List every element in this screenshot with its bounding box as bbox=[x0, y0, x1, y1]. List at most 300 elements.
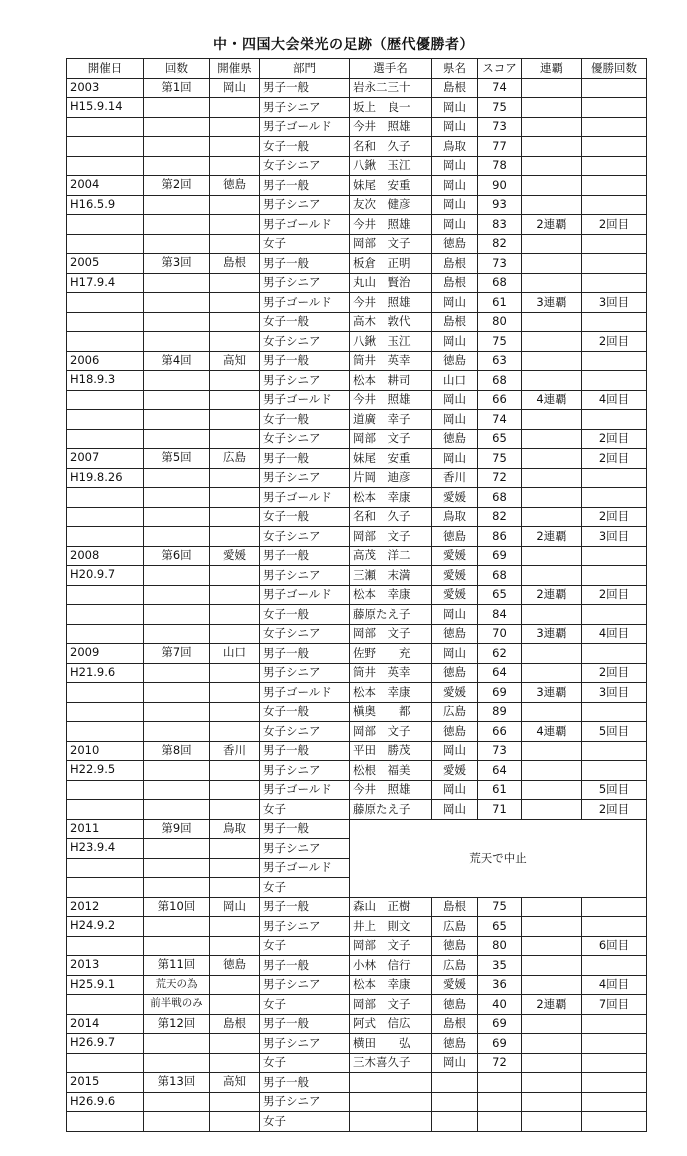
event-date-cell: H18.9.3 bbox=[67, 371, 144, 391]
round-cell: 第1回 bbox=[144, 78, 210, 98]
event-date-cell bbox=[67, 410, 144, 430]
round-cell bbox=[144, 1092, 210, 1112]
table-row bbox=[67, 585, 647, 605]
player-name-cell: 丸山 賢治 bbox=[350, 273, 432, 293]
round-cell: 第13回 bbox=[144, 1073, 210, 1093]
wins-count-cell bbox=[582, 605, 647, 625]
streak-cell bbox=[522, 156, 582, 176]
division-cell: 女子一般 bbox=[260, 312, 350, 332]
wins-count-cell bbox=[582, 273, 647, 293]
wins-count-cell bbox=[582, 351, 647, 371]
wins-count-cell: 2回目 bbox=[582, 215, 647, 235]
round-cell bbox=[144, 585, 210, 605]
wins-count-cell bbox=[582, 897, 647, 917]
event-date-cell bbox=[67, 605, 144, 625]
score-cell: 90 bbox=[478, 176, 522, 196]
round-cell bbox=[144, 332, 210, 352]
player-pref-cell: 山口 bbox=[432, 371, 478, 391]
table-row bbox=[67, 663, 647, 683]
table-row bbox=[67, 683, 647, 703]
player-name-cell: 阿式 信広 bbox=[350, 1014, 432, 1034]
player-pref-cell: 岡山 bbox=[432, 293, 478, 313]
streak-cell bbox=[522, 195, 582, 215]
round-cell: 第10回 bbox=[144, 897, 210, 917]
score-cell: 75 bbox=[478, 98, 522, 118]
score-cell: 68 bbox=[478, 488, 522, 508]
division-cell: 男子シニア bbox=[260, 566, 350, 586]
player-name-cell: 松本 幸康 bbox=[350, 683, 432, 703]
score-cell: 80 bbox=[478, 936, 522, 956]
player-pref-cell: 島根 bbox=[432, 78, 478, 98]
event-date-cell: H15.9.14 bbox=[67, 98, 144, 118]
score-cell: 77 bbox=[478, 137, 522, 157]
wins-count-cell: 3回目 bbox=[582, 683, 647, 703]
score-cell: 82 bbox=[478, 234, 522, 254]
streak-cell bbox=[522, 176, 582, 196]
streak-cell bbox=[522, 566, 582, 586]
streak-cell bbox=[522, 429, 582, 449]
player-name-cell: 松本 幸康 bbox=[350, 585, 432, 605]
round-cell bbox=[144, 858, 210, 878]
player-pref-cell: 岡山 bbox=[432, 176, 478, 196]
host-pref-cell bbox=[210, 468, 260, 488]
score-cell: 65 bbox=[478, 429, 522, 449]
event-date-cell bbox=[67, 995, 144, 1015]
wins-count-cell: 3回目 bbox=[582, 293, 647, 313]
score-cell: 68 bbox=[478, 566, 522, 586]
event-date-cell bbox=[67, 780, 144, 800]
player-pref-cell: 鳥取 bbox=[432, 507, 478, 527]
round-cell bbox=[144, 98, 210, 118]
round-cell bbox=[144, 702, 210, 722]
player-pref-cell bbox=[432, 1112, 478, 1132]
division-cell: 男子一般 bbox=[260, 741, 350, 761]
host-pref-cell bbox=[210, 1053, 260, 1073]
streak-cell bbox=[522, 546, 582, 566]
player-pref-cell: 愛媛 bbox=[432, 488, 478, 508]
table-row bbox=[67, 741, 647, 761]
player-name-cell: 筒井 英幸 bbox=[350, 351, 432, 371]
table-row bbox=[67, 819, 647, 839]
division-cell: 男子一般 bbox=[260, 78, 350, 98]
wins-count-cell: 2回目 bbox=[582, 332, 647, 352]
division-cell: 男子一般 bbox=[260, 897, 350, 917]
event-date-cell bbox=[67, 312, 144, 332]
round-cell: 第2回 bbox=[144, 176, 210, 196]
player-pref-cell: 島根 bbox=[432, 254, 478, 274]
round-cell: 第3回 bbox=[144, 254, 210, 274]
event-date-cell bbox=[67, 293, 144, 313]
player-pref-cell: 徳島 bbox=[432, 722, 478, 742]
streak-cell bbox=[522, 917, 582, 937]
table-row bbox=[67, 1014, 647, 1034]
streak-cell bbox=[522, 663, 582, 683]
round-cell bbox=[144, 761, 210, 781]
host-pref-cell: 山口 bbox=[210, 644, 260, 664]
round-cell bbox=[144, 800, 210, 820]
streak-cell bbox=[522, 507, 582, 527]
event-date-cell: 2014 bbox=[67, 1014, 144, 1034]
score-cell: 68 bbox=[478, 371, 522, 391]
player-pref-cell: 徳島 bbox=[432, 936, 478, 956]
table-row bbox=[67, 702, 647, 722]
player-pref-cell: 愛媛 bbox=[432, 683, 478, 703]
division-cell: 女子シニア bbox=[260, 527, 350, 547]
host-pref-cell: 鳥取 bbox=[210, 819, 260, 839]
streak-cell bbox=[522, 605, 582, 625]
wins-count-cell bbox=[582, 78, 647, 98]
streak-cell bbox=[522, 371, 582, 391]
score-cell: 69 bbox=[478, 683, 522, 703]
table-row bbox=[67, 624, 647, 644]
score-cell: 72 bbox=[478, 468, 522, 488]
player-name-cell: 藤原たえ子 bbox=[350, 605, 432, 625]
streak-cell: 2連覇 bbox=[522, 527, 582, 547]
event-date-cell bbox=[67, 624, 144, 644]
table-row bbox=[67, 722, 647, 742]
player-pref-cell: 徳島 bbox=[432, 234, 478, 254]
table-row bbox=[67, 566, 647, 586]
player-name-cell: 妹尾 安重 bbox=[350, 176, 432, 196]
table-row bbox=[67, 117, 647, 137]
streak-cell bbox=[522, 468, 582, 488]
table-row bbox=[67, 215, 647, 235]
event-date-cell: 2010 bbox=[67, 741, 144, 761]
division-cell: 女子 bbox=[260, 234, 350, 254]
player-pref-cell: 岡山 bbox=[432, 741, 478, 761]
player-name-cell: 三瀬 末満 bbox=[350, 566, 432, 586]
division-cell: 男子シニア bbox=[260, 761, 350, 781]
round-cell bbox=[144, 410, 210, 430]
event-date-cell: 2013 bbox=[67, 956, 144, 976]
score-cell: 40 bbox=[478, 995, 522, 1015]
player-pref-cell: 島根 bbox=[432, 1014, 478, 1034]
player-pref-cell: 岡山 bbox=[432, 644, 478, 664]
division-cell: 男子一般 bbox=[260, 1014, 350, 1034]
host-pref-cell bbox=[210, 371, 260, 391]
event-date-cell: H25.9.1 bbox=[67, 975, 144, 995]
header-date: 開催日 bbox=[67, 59, 144, 79]
host-pref-cell bbox=[210, 527, 260, 547]
event-date-cell bbox=[67, 936, 144, 956]
wins-count-cell bbox=[582, 546, 647, 566]
streak-cell bbox=[522, 1034, 582, 1054]
round-cell: 第4回 bbox=[144, 351, 210, 371]
division-cell: 男子シニア bbox=[260, 917, 350, 937]
player-pref-cell: 愛媛 bbox=[432, 975, 478, 995]
score-cell: 74 bbox=[478, 78, 522, 98]
host-pref-cell bbox=[210, 936, 260, 956]
division-cell: 男子シニア bbox=[260, 371, 350, 391]
player-name-cell bbox=[350, 1073, 432, 1093]
division-cell: 女子シニア bbox=[260, 332, 350, 352]
score-cell: 61 bbox=[478, 293, 522, 313]
host-pref-cell bbox=[210, 293, 260, 313]
header-score: スコア bbox=[478, 59, 522, 79]
event-date-cell: 2005 bbox=[67, 254, 144, 274]
player-pref-cell: 島根 bbox=[432, 273, 478, 293]
event-date-cell: 2006 bbox=[67, 351, 144, 371]
streak-cell bbox=[522, 312, 582, 332]
wins-count-cell bbox=[582, 566, 647, 586]
event-date-cell bbox=[67, 507, 144, 527]
round-cell: 第7回 bbox=[144, 644, 210, 664]
host-pref-cell bbox=[210, 975, 260, 995]
round-cell bbox=[144, 312, 210, 332]
score-cell: 75 bbox=[478, 332, 522, 352]
round-cell bbox=[144, 468, 210, 488]
streak-cell bbox=[522, 410, 582, 430]
player-name-cell: 岩永二三十 bbox=[350, 78, 432, 98]
round-cell: 第12回 bbox=[144, 1014, 210, 1034]
score-cell: 69 bbox=[478, 1034, 522, 1054]
host-pref-cell bbox=[210, 507, 260, 527]
player-name-cell bbox=[350, 1092, 432, 1112]
event-date-cell bbox=[67, 215, 144, 235]
event-date-cell: H20.9.7 bbox=[67, 566, 144, 586]
player-name-cell: 名和 久子 bbox=[350, 507, 432, 527]
round-cell: 第6回 bbox=[144, 546, 210, 566]
wins-count-cell bbox=[582, 254, 647, 274]
score-cell: 72 bbox=[478, 1053, 522, 1073]
player-name-cell: 岡部 文子 bbox=[350, 527, 432, 547]
host-pref-cell: 岡山 bbox=[210, 897, 260, 917]
player-pref-cell: 岡山 bbox=[432, 98, 478, 118]
header-streak: 連覇 bbox=[522, 59, 582, 79]
streak-cell bbox=[522, 702, 582, 722]
player-name-cell: 板倉 正明 bbox=[350, 254, 432, 274]
event-date-cell: 2007 bbox=[67, 449, 144, 469]
player-name-cell: 八鍬 玉江 bbox=[350, 332, 432, 352]
score-cell: 66 bbox=[478, 722, 522, 742]
player-pref-cell: 岡山 bbox=[432, 390, 478, 410]
score-cell: 69 bbox=[478, 546, 522, 566]
player-name-cell: 井上 則文 bbox=[350, 917, 432, 937]
wins-count-cell bbox=[582, 702, 647, 722]
table-row bbox=[67, 800, 647, 820]
division-cell: 男子ゴールド bbox=[260, 117, 350, 137]
table-row bbox=[67, 936, 647, 956]
round-cell bbox=[144, 624, 210, 644]
wins-count-cell bbox=[582, 1053, 647, 1073]
host-pref-cell bbox=[210, 683, 260, 703]
table-row bbox=[67, 956, 647, 976]
wins-count-cell bbox=[582, 761, 647, 781]
player-name-cell: 松本 幸康 bbox=[350, 975, 432, 995]
streak-cell bbox=[522, 936, 582, 956]
event-date-cell: 2008 bbox=[67, 546, 144, 566]
division-cell: 女子 bbox=[260, 995, 350, 1015]
event-date-cell bbox=[67, 390, 144, 410]
player-name-cell: 岡部 文子 bbox=[350, 936, 432, 956]
event-date-cell: H19.8.26 bbox=[67, 468, 144, 488]
player-pref-cell: 岡山 bbox=[432, 780, 478, 800]
player-name-cell: 高茂 洋二 bbox=[350, 546, 432, 566]
wins-count-cell bbox=[582, 488, 647, 508]
player-pref-cell: 徳島 bbox=[432, 1034, 478, 1054]
host-pref-cell: 徳島 bbox=[210, 176, 260, 196]
score-cell: 75 bbox=[478, 449, 522, 469]
division-cell: 男子シニア bbox=[260, 975, 350, 995]
round-cell bbox=[144, 390, 210, 410]
round-cell bbox=[144, 117, 210, 137]
score-cell: 70 bbox=[478, 624, 522, 644]
streak-cell: 2連覇 bbox=[522, 995, 582, 1015]
streak-cell bbox=[522, 741, 582, 761]
score-cell: 93 bbox=[478, 195, 522, 215]
wins-count-cell bbox=[582, 1014, 647, 1034]
event-date-cell bbox=[67, 117, 144, 137]
event-date-cell bbox=[67, 878, 144, 898]
player-pref-cell bbox=[432, 1092, 478, 1112]
table-body bbox=[67, 78, 647, 1131]
table-row bbox=[67, 371, 647, 391]
wins-count-cell: 2回目 bbox=[582, 585, 647, 605]
division-cell: 男子一般 bbox=[260, 644, 350, 664]
winners-table bbox=[66, 58, 647, 1132]
player-name-cell: 友次 健彦 bbox=[350, 195, 432, 215]
player-name-cell bbox=[350, 1112, 432, 1132]
event-date-cell bbox=[67, 683, 144, 703]
streak-cell bbox=[522, 1073, 582, 1093]
player-pref-cell: 徳島 bbox=[432, 351, 478, 371]
player-name-cell: 名和 久子 bbox=[350, 137, 432, 157]
table-row bbox=[67, 351, 647, 371]
round-note: 前半戦のみ bbox=[144, 995, 210, 1015]
table-row bbox=[67, 390, 647, 410]
round-cell bbox=[144, 605, 210, 625]
player-pref-cell: 徳島 bbox=[432, 995, 478, 1015]
round-cell bbox=[144, 293, 210, 313]
division-cell: 男子シニア bbox=[260, 1034, 350, 1054]
table-row bbox=[67, 312, 647, 332]
table-row bbox=[67, 332, 647, 352]
host-pref-cell bbox=[210, 1112, 260, 1132]
score-cell: 75 bbox=[478, 897, 522, 917]
round-cell bbox=[144, 195, 210, 215]
score-cell: 66 bbox=[478, 390, 522, 410]
player-pref-cell: 愛媛 bbox=[432, 566, 478, 586]
round-cell: 第11回 bbox=[144, 956, 210, 976]
division-cell: 男子一般 bbox=[260, 1073, 350, 1093]
wins-count-cell bbox=[582, 644, 647, 664]
streak-cell bbox=[522, 761, 582, 781]
table-row bbox=[67, 98, 647, 118]
event-date-cell bbox=[67, 702, 144, 722]
division-cell: 男子一般 bbox=[260, 449, 350, 469]
player-name-cell: 佐野 充 bbox=[350, 644, 432, 664]
host-pref-cell bbox=[210, 839, 260, 859]
host-pref-cell bbox=[210, 1034, 260, 1054]
cancelled-note: 荒天で中止 bbox=[350, 819, 647, 897]
wins-count-cell bbox=[582, 1112, 647, 1132]
division-cell: 男子一般 bbox=[260, 254, 350, 274]
division-cell: 男子ゴールド bbox=[260, 683, 350, 703]
wins-count-cell bbox=[582, 137, 647, 157]
round-cell bbox=[144, 1053, 210, 1073]
table-row bbox=[67, 1112, 647, 1132]
table-row bbox=[67, 605, 647, 625]
player-name-cell: 小林 信行 bbox=[350, 956, 432, 976]
round-cell bbox=[144, 156, 210, 176]
division-cell: 女子一般 bbox=[260, 410, 350, 430]
division-cell: 男子一般 bbox=[260, 956, 350, 976]
streak-cell bbox=[522, 1112, 582, 1132]
host-pref-cell bbox=[210, 137, 260, 157]
table-row bbox=[67, 156, 647, 176]
score-cell: 73 bbox=[478, 254, 522, 274]
round-cell: 第9回 bbox=[144, 819, 210, 839]
wins-count-cell: 4回目 bbox=[582, 390, 647, 410]
host-pref-cell bbox=[210, 780, 260, 800]
table-row bbox=[67, 195, 647, 215]
event-date-cell bbox=[67, 1053, 144, 1073]
division-cell: 男子一般 bbox=[260, 176, 350, 196]
host-pref-cell: 高知 bbox=[210, 351, 260, 371]
player-name-cell: 今井 照雄 bbox=[350, 780, 432, 800]
player-name-cell: 藤原たえ子 bbox=[350, 800, 432, 820]
table-row bbox=[67, 468, 647, 488]
player-pref-cell: 岡山 bbox=[432, 156, 478, 176]
player-name-cell: 今井 照雄 bbox=[350, 117, 432, 137]
round-cell bbox=[144, 566, 210, 586]
round-cell bbox=[144, 878, 210, 898]
wins-count-cell bbox=[582, 741, 647, 761]
division-cell: 女子 bbox=[260, 1112, 350, 1132]
player-pref-cell: 岡山 bbox=[432, 605, 478, 625]
wins-count-cell: 2回目 bbox=[582, 449, 647, 469]
round-cell: 第8回 bbox=[144, 741, 210, 761]
event-date-cell bbox=[67, 137, 144, 157]
division-cell: 男子一般 bbox=[260, 546, 350, 566]
division-cell: 女子一般 bbox=[260, 605, 350, 625]
player-name-cell: 松根 福美 bbox=[350, 761, 432, 781]
wins-count-cell: 7回目 bbox=[582, 995, 647, 1015]
player-pref-cell: 広島 bbox=[432, 956, 478, 976]
host-pref-cell: 島根 bbox=[210, 254, 260, 274]
score-cell: 64 bbox=[478, 663, 522, 683]
player-name-cell: 岡部 文子 bbox=[350, 722, 432, 742]
host-pref-cell bbox=[210, 195, 260, 215]
event-date-cell bbox=[67, 332, 144, 352]
player-name-cell: 三木喜久子 bbox=[350, 1053, 432, 1073]
table-row bbox=[67, 488, 647, 508]
player-pref-cell: 岡山 bbox=[432, 1053, 478, 1073]
header-wins: 優勝回数 bbox=[582, 59, 647, 79]
wins-count-cell: 4回目 bbox=[582, 624, 647, 644]
wins-count-cell: 5回目 bbox=[582, 780, 647, 800]
round-cell bbox=[144, 234, 210, 254]
round-cell bbox=[144, 780, 210, 800]
player-pref-cell: 愛媛 bbox=[432, 761, 478, 781]
host-pref-cell bbox=[210, 390, 260, 410]
event-date-cell: H17.9.4 bbox=[67, 273, 144, 293]
player-name-cell: 岡部 文子 bbox=[350, 624, 432, 644]
player-pref-cell: 広島 bbox=[432, 702, 478, 722]
score-cell: 84 bbox=[478, 605, 522, 625]
host-pref-cell bbox=[210, 995, 260, 1015]
host-pref-cell bbox=[210, 702, 260, 722]
division-cell: 男子一般 bbox=[260, 819, 350, 839]
event-date-cell bbox=[67, 156, 144, 176]
event-date-cell: H22.9.5 bbox=[67, 761, 144, 781]
wins-count-cell: 3回目 bbox=[582, 527, 647, 547]
header-round: 回数 bbox=[144, 59, 210, 79]
player-name-cell: 筒井 英幸 bbox=[350, 663, 432, 683]
event-date-cell: 2011 bbox=[67, 819, 144, 839]
round-note: 荒天の為 bbox=[144, 975, 210, 995]
streak-cell bbox=[522, 780, 582, 800]
